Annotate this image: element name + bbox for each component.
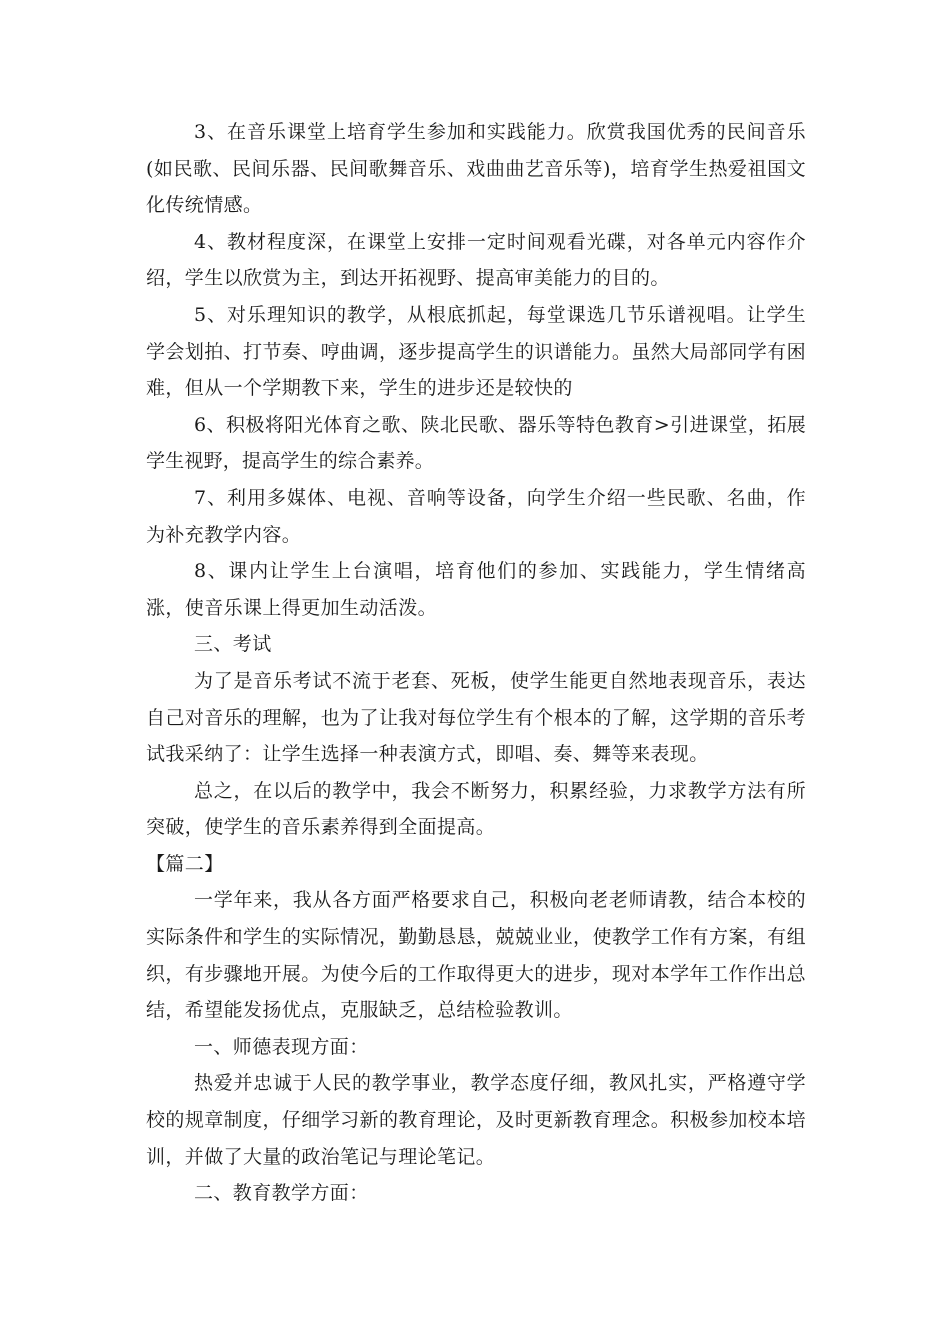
- paragraph-item-8: 8、课内让学生上台演唱，培育他们的参加、实践能力，学生情绪高涨，使音乐课上得更加生动活泼。: [146, 560, 806, 619]
- paragraph-item-5: 5、对乐理知识的教学，从根底抓起，每堂课选几节乐谱视唱。让学生学会划拍、打节奏、哼曲调，逐步提高学生的识谱能力。虽然大局部同学有困难，但从一个学期教下来，学生的进步还是较快的: [146, 303, 806, 400]
- section-heading-ethics: 一、师德表现方面：: [194, 1035, 369, 1058]
- paragraph-item-4: 4、教材程度深，在课堂上安排一定时间观看光碟，对各单元内容作介绍，学生以欣赏为主，到达开拓视野、提高审美能力的目的。: [146, 230, 806, 290]
- section-heading-exam: 三、考试: [194, 633, 272, 656]
- paragraph-item-6: 6、积极将阳光体育之歌、陕北民歌、器乐等特色教育>引进课堂，拓展学生视野，提高学生的综合素养。: [146, 413, 806, 473]
- paragraph-summary: 总之，在以后的教学中，我会不断努力，积累经验，力求教学方法有所突破，使学生的音乐素养得到全面提高。: [146, 779, 806, 839]
- paragraph-item-3: 3、在音乐课堂上培育学生参加和实践能力。欣赏我国优秀的民间音乐(如民歌、民间乐器、民间歌舞音乐、戏曲曲艺音乐等)，培育学生热爱祖国文化传统情感。: [146, 121, 806, 217]
- section-heading-teaching: 二、教育教学方面：: [194, 1182, 369, 1205]
- document-page: [146, 114, 806, 1212]
- paragraph-ethics: 热爱并忠诚于人民的教学事业，教学态度仔细，教风扎实，严格遵守学校的规章制度，仔细学习新的教育理论，及时更新教育理念。积极参加校本培训，并做了大量的政治笔记与理论笔记。: [146, 1072, 806, 1168]
- paragraph-exam: 为了是音乐考试不流于老套、死板，使学生能更自然地表现音乐，表达自己对音乐的理解，也为了让我对每位学生有个根本的了解，这学期的音乐考试我采纳了：让学生选择一种表演方式，即唱、奏、舞等来表现。: [146, 669, 806, 766]
- paragraph-part-two-intro: 一学年来，我从各方面严格要求自己，积极向老老师请教，结合本校的实际条件和学生的实际情况，勤勤恳恳，兢兢业业，使教学工作有方案，有组织，有步骤地开展。为使今后的工作取得更大的进步，现对本学年工作作出总结，希望能发扬优点，克服缺乏，总结检验教训。: [146, 889, 806, 1022]
- part-two-heading: 【篇二】: [146, 852, 224, 875]
- paragraph-item-7: 7、利用多媒体、电视、音响等设备，向学生介绍一些民歌、名曲，作为补充教学内容。: [146, 486, 806, 546]
